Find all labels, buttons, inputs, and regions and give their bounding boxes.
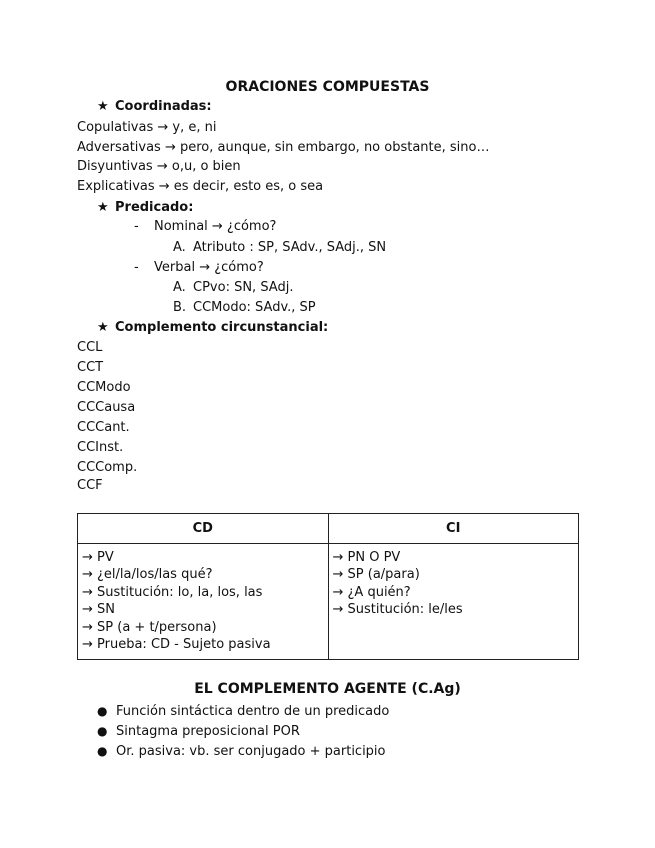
ci-item: → ¿A quién? [332, 584, 411, 600]
table-row [78, 544, 579, 660]
cd-item: → SN [82, 602, 116, 618]
cd-item: → ¿el/la/los/las qué? [82, 567, 213, 583]
agente-item: ● Or. pasiva: vb. ser conjugado + participio [97, 744, 386, 759]
circunstancial-item: CCF [77, 478, 103, 493]
bullet-icon: ● [97, 704, 108, 718]
predicado-group-nominal: - Nominal → ¿cómo? [134, 219, 277, 234]
agente-item: ● Función sintáctica dentro de un predicado [97, 704, 390, 719]
dash-marker: - [134, 219, 139, 234]
predicado-group-verbal: - Verbal → ¿cómo? [134, 260, 264, 275]
circunstancial-item: CCL [77, 340, 103, 355]
circunstancial-item: CCT [77, 360, 104, 375]
coordinadas-item: Disyuntivas → o,u, o bien [77, 159, 241, 174]
dash-marker: - [134, 260, 139, 275]
coordinadas-item: Explicativas → es decir, esto es, o sea [77, 179, 324, 194]
cd-item: → Prueba: CD - Sujeto pasiva [82, 637, 271, 653]
circunstancial-item: CCInst. [77, 440, 124, 455]
circunstancial-heading: ★ Complemento circunstancial: [97, 320, 329, 335]
coordinadas-heading: ★ Coordinadas: [97, 99, 212, 114]
coordinadas-item: Copulativas → y, e, ni [77, 120, 217, 135]
cd-item: → PV [82, 550, 114, 565]
circunstancial-item: CCModo [77, 380, 131, 395]
agente-title: EL COMPLEMENTO AGENTE (C.Ag) [194, 681, 461, 697]
cd-cell [78, 544, 329, 660]
cd-ci-table [77, 513, 579, 660]
ci-item: → PN O PV [332, 550, 401, 565]
table-header-cd: CD [78, 514, 329, 544]
ci-cell [328, 544, 579, 660]
bullet-icon: ● [97, 744, 108, 758]
star-icon: ★ [97, 99, 109, 114]
circunstancial-item: CCCant. [77, 420, 130, 435]
agente-item: ● Sintagma preposicional POR [97, 724, 300, 739]
star-icon: ★ [97, 320, 109, 335]
table-header-row [78, 514, 579, 544]
cd-item: → Sustitución: lo, la, los, las [82, 584, 263, 600]
circunstancial-item: CCComp. [77, 460, 138, 475]
predicado-subitem: A. Atributo : SP, SAdv., SAdj., SN [173, 240, 387, 255]
predicado-subitem: A. CPvo: SN, SAdj. [173, 280, 294, 295]
table-header-ci: CI [328, 514, 579, 544]
ci-item: → SP (a/para) [332, 567, 420, 583]
page-title: ORACIONES COMPUESTAS [225, 79, 430, 95]
predicado-heading: ★ Predicado: [97, 200, 194, 215]
ci-item: → Sustitución: le/les [332, 602, 463, 618]
bullet-icon: ● [97, 724, 108, 738]
star-icon: ★ [97, 200, 109, 215]
coordinadas-item: Adversativas → pero, aunque, sin embargo, no obstante, sino… [77, 140, 490, 155]
predicado-subitem: B. CCModo: SAdv., SP [173, 300, 316, 315]
cd-item: → SP (a + t/persona) [82, 619, 217, 635]
circunstancial-item: CCCausa [77, 400, 136, 415]
